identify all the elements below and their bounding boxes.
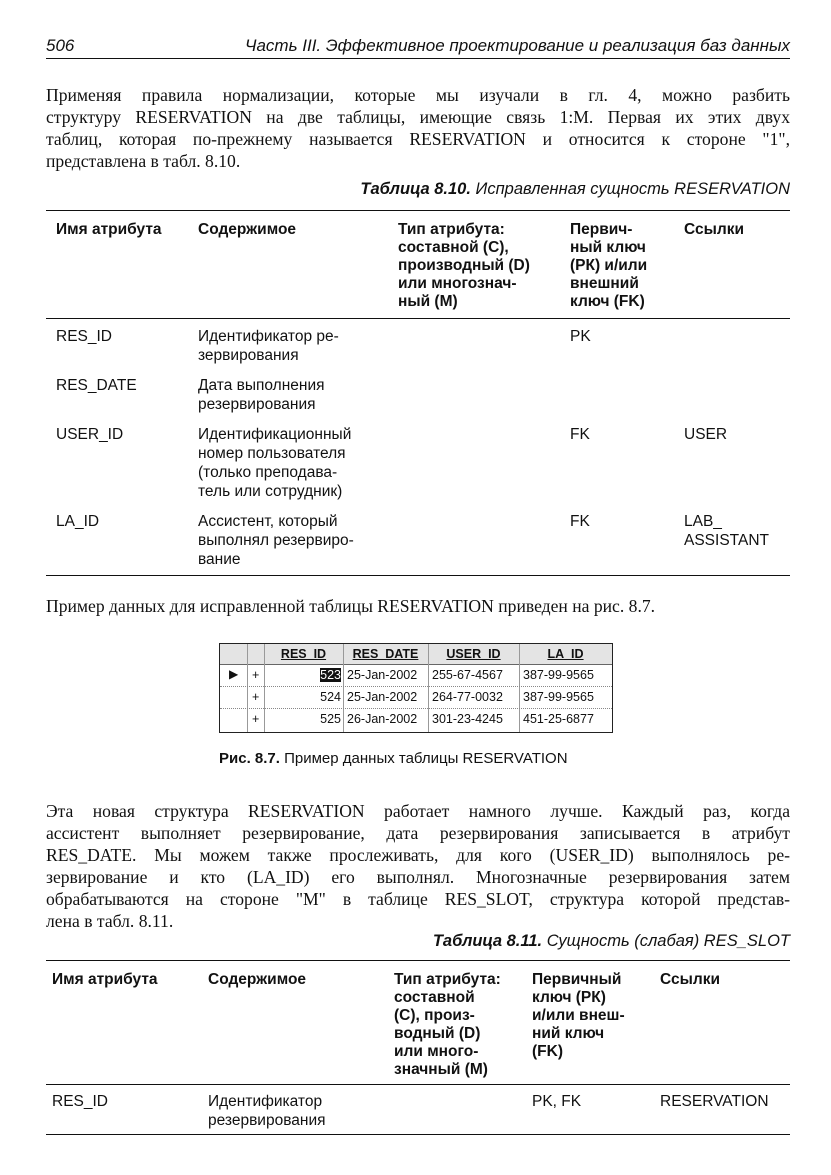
text-line: структуру RESERVATION на две таблицы, имеющие связь 1:М. Первая их этих двух [46,107,790,127]
expand-icon[interactable]: + [252,712,260,726]
text-line: таблиц, которая по-прежнему называется RESERVATION и относится к стороне "1", [46,129,790,149]
paragraph-sample-ref [46,595,790,617]
caption-text: Сущность (слабая) RES_SLOT [546,932,790,950]
caption-number: Таблица 8.11. [432,932,543,950]
table-row-name: USER_ID [56,426,124,443]
header-content: Содержимое [198,221,297,238]
header-refs: Ссылки [684,221,744,238]
table-caption-8-10 [360,180,790,199]
paragraph-intro [46,84,790,172]
cell-res-date[interactable]: 26-Jan-2002 [347,712,418,726]
cell-res-date[interactable]: 25-Jan-2002 [347,668,418,682]
table-row-ref: USER [684,426,728,443]
text-line: Пример данных для исправленной таблицы RESERVATION приведен на рис. 8.7. [46,596,656,616]
column-header-res-date[interactable]: RES_DATE [352,647,419,661]
record-selector-icon[interactable]: ▶ [229,667,239,681]
header-refs: Ссылки [660,971,720,988]
table-row-ref: RESERVATION [660,1093,769,1110]
cell-la-id[interactable]: 451-25-6877 [523,712,594,726]
cell-user-id[interactable]: 264-77-0032 [432,690,503,704]
cell-res-date[interactable]: 25-Jan-2002 [347,690,418,704]
table-row-key: PK, FK [532,1093,582,1110]
table-row-name: RES_ID [56,328,112,345]
cell-res-id[interactable]: 525 [320,712,341,726]
figure-number: Рис. 8.7. [219,750,280,767]
reservation-datasheet [219,643,613,733]
column-header-res-id[interactable]: RES_ID [280,647,327,661]
column-header-la-id[interactable]: LA_ID [547,647,584,661]
caption-number: Таблица 8.10. [360,180,471,198]
header-key: Первич- ный ключ (РК) и/или внешний ключ (FK) [570,221,648,310]
expand-icon[interactable]: + [252,690,260,704]
table-row-key: PK [570,328,591,345]
table-row-content: Дата выполнения резервирования [198,377,325,413]
header-attr-type: Тип атрибута: составной (С), производный (D) или многознач- ный (М) [398,221,530,310]
text-line: Эта новая структура RESERVATION работает намного лучше. Каждый раз, когда [46,801,790,821]
table-row-content: Ассистент, который выполнял резервиро- вание [198,513,354,568]
expand-icon[interactable]: + [252,668,260,682]
table-bottom-rule [46,575,790,576]
text-line: RES_DATE. Мы можем также прослеживать, для кого (USER_ID) выполнялось ре- [46,845,790,865]
header-content: Содержимое [208,971,307,988]
cell-la-id[interactable]: 387-99-9565 [523,668,594,682]
table-row-content: Идентификатор ре- зервирования [198,328,339,364]
table-header-rule [46,1084,790,1085]
cell-user-id[interactable]: 301-23-4245 [432,712,503,726]
header-attr-type: Тип атрибута: составной (С), произ- водный (D) или много- значный (М) [394,971,501,1078]
cell-la-id[interactable]: 387-99-9565 [523,690,594,704]
table-row-name: LA_ID [56,513,100,530]
text-line: лена в табл. 8.11. [46,911,174,931]
header-attr-name: Имя атрибута [52,971,158,988]
cell-res-id[interactable]: 523 [320,668,341,682]
paragraph-explanation [46,800,790,932]
column-header-user-id[interactable]: USER_ID [446,647,501,661]
header-attr-name: Имя атрибута [56,221,162,238]
text-line: ассистент выполняет резервирование, дата резервирования записывается в атрибут [46,823,790,843]
caption-text: Исправленная сущность RESERVATION [475,180,790,198]
text-line: обрабатываются на стороне "М" в таблице RES_SLOT, структура которой представ- [46,889,790,909]
table-row-name: RES_ID [52,1093,108,1110]
table-8-11 [46,960,790,1140]
cell-res-id[interactable]: 524 [320,690,341,704]
figure-caption [219,750,568,767]
table-row-content: Идентификатор резервирования [208,1093,326,1129]
table-row-ref: LAB_ ASSISTANT [684,513,769,549]
table-header-rule [46,318,790,319]
header-key: Первичный ключ (РК) и/или внеш- ний ключ (FK) [532,971,625,1060]
table-top-rule [46,960,790,961]
chapter-title: Часть III. Эффективное проектирование и реализация баз данных [245,36,790,55]
running-header [46,36,790,59]
table-row-key: FK [570,426,590,443]
table-row-name: RES_DATE [56,377,137,394]
table-row-content: Идентификационный номер пользователя (только преподава- тель или сотрудник) [198,426,352,500]
table-caption-8-11 [433,932,790,951]
cell-user-id[interactable]: 255-67-4567 [432,668,503,682]
text-line: представлена в табл. 8.10. [46,151,241,171]
figure-caption-text: Пример данных таблицы RESERVATION [284,750,568,767]
table-row-key: FK [570,513,590,530]
text-line: Применяя правила нормализации, которые мы изучали в гл. 4, можно разбить [46,85,790,105]
table-top-rule [46,210,790,211]
table-8-10 [46,210,790,580]
page-number: 506 [46,36,75,55]
text-line: зервирование и кто (LA_ID) его выполнял. Многозначные резервирования затем [46,867,790,887]
table-bottom-rule [46,1134,790,1135]
